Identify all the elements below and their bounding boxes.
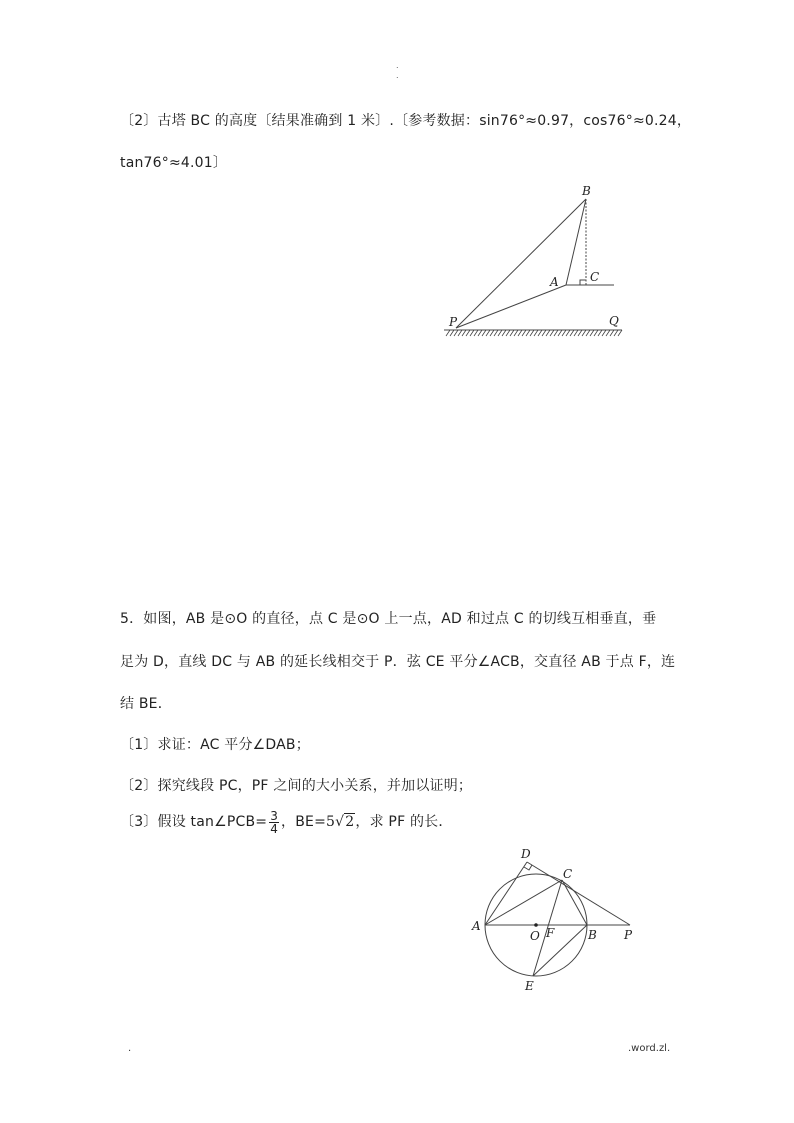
- center-point-o: [534, 923, 538, 927]
- line-eb: [533, 925, 587, 976]
- tangent-dp: [527, 862, 630, 925]
- label-f: F: [546, 926, 555, 940]
- label-o: O: [530, 929, 540, 943]
- question-2: 〔2〕探究线段 PC，PF 之间的大小关系，并加以证明；: [120, 778, 473, 794]
- sqrt-expression: 5√2: [326, 814, 355, 830]
- question-3-suffix: ，求 PF 的长．: [355, 814, 453, 830]
- footer-left: .: [128, 1043, 132, 1054]
- fraction-numerator: 3: [270, 808, 279, 823]
- label-a: A: [550, 275, 559, 289]
- right-angle-d: [524, 865, 532, 870]
- fraction-denominator: 4: [270, 821, 279, 836]
- sqrt-coefficient: 5: [326, 814, 336, 830]
- question-3-prefix: 〔3〕假设 tan∠PCB=: [120, 814, 268, 830]
- part2-line2: tan76°≈4.01〕: [120, 155, 228, 171]
- ground-hatching: [446, 330, 622, 336]
- problem5-line3: 结 BE．: [120, 696, 172, 712]
- line-pb: [456, 199, 586, 328]
- line-ac2: [485, 880, 562, 925]
- line-ad: [485, 862, 527, 925]
- problem5-line1: 5．如图，AB 是⊙O 的直径，点 C 是⊙O 上一点，AD 和过点 C 的切线互相垂直，垂: [120, 611, 657, 627]
- fraction-three-quarters: [269, 810, 279, 835]
- question-3: [120, 808, 453, 836]
- line-pa: [456, 285, 566, 328]
- label-b: B: [582, 184, 591, 198]
- footer-right: .word.zl.: [628, 1043, 671, 1054]
- line-ce: [533, 880, 562, 976]
- problem5-line2: 足为 D，直线 DC 与 AB 的延长线相交于 P．弦 CE 平分∠ACB，交直径 AB 于点 F，连: [120, 654, 676, 670]
- question-1: 〔1〕求证：AC 平分∠DAB；: [120, 737, 310, 753]
- part2-line1: 〔2〕古塔 BC 的高度〔结果准确到 1 米〕.〔参考数据：sin76°≈0.97，cos76°≈0.24，: [120, 113, 692, 129]
- label-p2: P: [624, 928, 633, 942]
- line-ab: [566, 199, 586, 285]
- header-dot-top: .: [396, 61, 399, 70]
- label-q: Q: [609, 314, 619, 328]
- label-a2: A: [472, 919, 481, 933]
- circle-o: [485, 874, 587, 976]
- label-e: E: [525, 979, 534, 993]
- question-3-mid: ，BE=: [281, 814, 327, 830]
- sqrt-radicand: 2: [345, 814, 355, 830]
- right-angle-c: [580, 280, 586, 285]
- label-c2: C: [563, 867, 573, 881]
- label-p: P: [449, 315, 458, 329]
- line-cb: [562, 880, 587, 925]
- label-c: C: [590, 270, 600, 284]
- header-dot-bottom: .: [396, 71, 399, 80]
- label-d: D: [521, 847, 531, 861]
- label-b2: B: [588, 928, 597, 942]
